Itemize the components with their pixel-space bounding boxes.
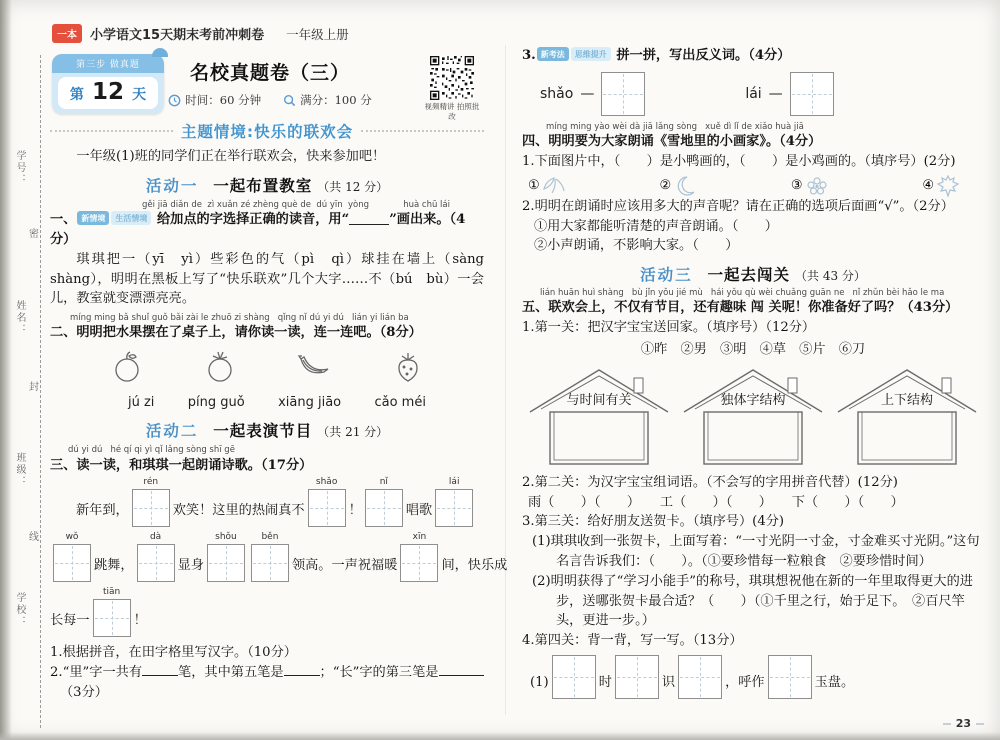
pinyin: huà chū lái [403, 199, 450, 210]
answer-blank[interactable] [349, 212, 389, 225]
tianzige-box[interactable] [768, 655, 812, 699]
page-bottom-shadow [0, 732, 1000, 740]
q5-sub1: 1.第一关：把汉字宝宝送回家。（填序号）（12分） [522, 320, 816, 336]
tianzige-cell[interactable] [435, 489, 473, 527]
house-top-bottom-structure[interactable] [834, 364, 980, 468]
time-label: 时间：60 分钟 [185, 93, 262, 107]
pinyin-label: xīn [412, 532, 427, 543]
tianzige-box[interactable] [615, 655, 659, 699]
poem-text: 领高。一声祝福暖 [291, 558, 398, 574]
pinyin: dú yi dú hé qí qi yì qǐ lǎng sòng shī gē [68, 445, 235, 456]
answer-blank[interactable] [142, 663, 178, 676]
step-label: 第三步 做真题 [52, 54, 164, 73]
pinyin-label: shǎo [315, 477, 338, 488]
activity2-title: 一起表演节目 [213, 422, 313, 441]
plum-blossom-icon [805, 175, 829, 197]
poem-line-1 [50, 477, 484, 527]
q5-sub4: 4.第四关：背一背，写一写。（13分） [522, 633, 743, 649]
antonym-row [522, 72, 984, 116]
houses-row [522, 364, 984, 468]
tianzige-box[interactable] [552, 655, 596, 699]
page-number-value: 23 [955, 717, 971, 730]
tianzige-cell[interactable] [615, 655, 659, 699]
theme-dots-left [50, 130, 173, 132]
book-header [52, 24, 349, 43]
pinyin-label: rén [143, 477, 159, 488]
poem-text: 欢笑！这里的热闹真不 [172, 503, 305, 519]
apple-icon [108, 347, 146, 385]
column-seam [505, 45, 506, 715]
poem-text: ！ [348, 503, 362, 519]
q1-stem [50, 210, 484, 250]
activity3-points: （共 43 分） [795, 269, 866, 284]
tianzige-box[interactable] [207, 532, 245, 582]
tianzige-cell[interactable] [400, 544, 438, 582]
answer-blank[interactable] [439, 663, 485, 676]
tianzige-cell[interactable] [678, 655, 722, 699]
q5-sub3-item2: (2)明明获得了“学习小能手”的称号，琪琪想祝他在新的一年里取得更大的进步，送哪张贺卡最合适？（ ）（①千里之行，始于足下。 ②百尺竿头，更进一步。） [532, 573, 973, 629]
fruit-images-row [50, 347, 484, 385]
antonym-word: shǎo [540, 85, 574, 102]
pinyin-label: běn [261, 532, 279, 543]
option-number: ① [528, 178, 540, 194]
q4-stem: 四、明明要为大家朗诵《雪地里的小画家》。（4分） [522, 134, 822, 150]
poem-text: 跳舞， [94, 558, 134, 574]
q1-stem-text-a: 给加点的字选择正确的读音，用“ [156, 212, 350, 228]
recite-text: 识 [661, 675, 676, 691]
theme-title: 主题情境:快乐的联欢会 [180, 123, 354, 141]
q2-pinyin-line [50, 314, 484, 323]
q5-word-blanks[interactable]: 雨（ ）（ ） 工（ ）（ ） 下（ ）（ ） [528, 494, 904, 510]
tianzige-cell[interactable] [790, 72, 834, 116]
brand-logo: 一本 [52, 24, 82, 43]
strawberry-icon [389, 347, 427, 385]
seal-char-mi: 密 [29, 229, 39, 240]
tianzige-cell[interactable] [768, 655, 812, 699]
tianzige-cell[interactable] [207, 544, 245, 582]
day-number: 12 [91, 79, 124, 105]
q1-pinyin-line [50, 201, 484, 210]
right-column [522, 46, 984, 699]
q4-sub2: 2.明明在朗诵时应该用多大的声音呢？请在正确的选项后面画“√”。（2分） [522, 198, 954, 214]
pinyin-label: lái [448, 477, 460, 488]
house-label: 独体字结构 [720, 392, 786, 408]
score-icon [283, 94, 296, 107]
pinyin-label: shǒu [215, 532, 237, 543]
day-prefix: 第 [69, 87, 84, 103]
student-id-field: 学号： [14, 150, 25, 186]
tianzige-box[interactable] [137, 532, 175, 582]
intro-text: 一年级(1)班的同学们正在举行联欢会，快来参加吧！ [76, 149, 386, 164]
pinyin-label: tiān [102, 587, 121, 598]
tianzige-box[interactable] [365, 477, 403, 527]
q3r-number: 3. [522, 48, 536, 63]
activity1-title: 一起布置教室 [213, 176, 313, 195]
new-context-badge: 新情境 [77, 211, 109, 225]
tianzige-box[interactable] [93, 587, 131, 637]
q1-passage: 琪琪把一（yī yì）些彩色的气（pì qì）球挂在墙上（sàng shàng），明明在黑板上写了“快乐联欢”几个大字……不（bú bù）一会儿，教室就变漂漂亮亮。 [50, 251, 498, 307]
orange-icon [201, 347, 239, 385]
tianzige-cell[interactable] [365, 489, 403, 527]
tianzige-cell[interactable] [251, 544, 289, 582]
house-label: 与时间有关 [566, 392, 632, 408]
bamboo-leaf-icon [542, 175, 566, 197]
pinyin: míng ming bǎ shuǐ guǒ bǎi zài le zhuō zi shàng qǐng nǐ dú yi dú lián yi lián ba [70, 313, 409, 324]
option-2 [659, 175, 697, 197]
activity3-title: 一起去闯关 [707, 266, 791, 285]
day-badge [52, 54, 164, 114]
q2-stem: 二、明明把水果摆在了桌子上，请你读一读，连一连吧。（8分） [50, 325, 422, 341]
q5-character-options[interactable]: ①昨 ②男 ③明 ④草 ⑤片 ⑥刀 [640, 342, 866, 358]
option-number: ③ [790, 178, 803, 194]
tianzige-cell[interactable] [601, 72, 645, 116]
day-suffix: 天 [132, 87, 147, 103]
tianzige-cell[interactable] [93, 599, 131, 637]
pinyin-label: dà [149, 532, 162, 543]
name-field: 姓名： [14, 300, 25, 336]
page-number-decoration [943, 723, 951, 725]
poem-line-2 [50, 532, 508, 582]
recite-text: 玉盘。 [814, 675, 855, 691]
house-time-related[interactable] [526, 364, 672, 468]
tianzige-cell[interactable] [53, 544, 91, 582]
pinyin-label: nǐ [379, 477, 388, 488]
tianzige-box[interactable] [132, 477, 170, 527]
tianzige-box[interactable] [435, 477, 473, 527]
dash: — [580, 85, 595, 102]
q3-sub2-text-b: 笔，其中第五笔是 [178, 665, 284, 681]
recite-label: (1) [530, 675, 549, 691]
q4-option-1[interactable]: ①用大家都能听清楚的声音朗诵。（ ） [534, 218, 778, 234]
tianzige-cell[interactable] [137, 544, 175, 582]
score-label: 满分：100 分 [300, 93, 372, 107]
option-3 [791, 175, 829, 197]
recite-text: 时 [598, 675, 612, 691]
page-edge-shadow [0, 0, 12, 740]
q3-sub2-text-c: ；“长”字的第三笔是 [319, 665, 439, 681]
activity1-tag: 活动一 [145, 176, 199, 195]
paper-title: 名校真题卷（三） [189, 62, 350, 84]
poem-text: ！ [133, 613, 147, 629]
footprint-options-row [522, 175, 984, 197]
q1-stem-text-b: ”画出来。（4分） [50, 212, 466, 247]
option-number: ④ [922, 178, 934, 194]
tianzige-box[interactable] [251, 532, 289, 582]
activity1-header [50, 174, 484, 196]
seal-char-xian: 线 [29, 532, 39, 543]
badge-decoration [152, 48, 168, 57]
answer-blank[interactable] [284, 663, 320, 676]
paper-meta [150, 92, 390, 108]
crescent-moon-icon [673, 175, 697, 197]
seal-dashed-line [40, 55, 41, 728]
day-label [58, 77, 158, 109]
qr-code [430, 56, 474, 100]
poem-text: 长每一 [50, 613, 90, 629]
q3r-stem [522, 46, 984, 66]
series-title: 小学语文15天期末考前冲刺卷 [90, 28, 265, 43]
banana-icon [294, 347, 334, 385]
theme-banner [50, 120, 484, 142]
q5-sub3: 3.第三关：给好朋友送贺卡。（填序号）(4分) [522, 514, 785, 530]
clock-icon [168, 94, 181, 107]
q5-stem: 五、联欢会上，不仅有节目，还有趣味 闯 关呢！你准备好了吗？（43分） [522, 300, 959, 316]
tianzige-cell[interactable] [308, 489, 346, 527]
antonym-word: lái [745, 85, 762, 102]
house-single-structure[interactable] [680, 364, 826, 468]
activity1-points: （共 12 分） [317, 179, 389, 194]
fruit-words-row [50, 395, 484, 410]
q3-pinyin-line [50, 446, 484, 455]
left-column [50, 120, 508, 703]
antonym-pair-lai [745, 72, 833, 116]
option-4 [922, 175, 960, 197]
activity3-header [522, 263, 984, 285]
poem-text: 显身 [177, 558, 204, 574]
house-label: 上下结构 [880, 392, 934, 408]
q3-sub2-points: （3分） [60, 685, 108, 700]
q3r-stem-text: 拼一拼，写出反义词。（4分） [616, 48, 791, 63]
activity2-tag: 活动二 [145, 422, 199, 441]
poem-line-3 [50, 587, 484, 637]
new-method-badge: 新考法 [537, 47, 569, 61]
class-field: 班级： [14, 452, 25, 488]
poem-text: 唱歌 [405, 503, 433, 519]
school-field: 学校： [14, 592, 25, 628]
maple-leaf-icon [936, 175, 960, 197]
activity2-header [50, 419, 484, 441]
q5-sub3-item1: (1)琪琪收到一张贺卡，上面写着：“一寸光阴一寸金，寸金难买寸光阴。”这句名言告诉我们：（ ）。（①要珍惜每一粒粮食 ②要珍惜时间） [532, 534, 980, 570]
page-number-decoration [976, 723, 984, 725]
grade-label: 一年级上册 [286, 26, 349, 42]
poem-text: 新年到， [76, 503, 129, 519]
q3-sub2-text-a: 2.“里”字一共有 [50, 665, 143, 681]
recite-text: ，呼作 [725, 675, 765, 691]
pinyin: míng ming yào wèi dà jiā lǎng sòng xuě dì lǐ de xiǎo huà jiā [546, 121, 804, 132]
pinyin: lián huān huì shàng bù jǐn yǒu jié mù hái yǒu qù wèi chuǎng guān ne nǐ zhǔn bèi hǎo le ma [540, 288, 945, 299]
q1-number: 一、 [50, 212, 77, 228]
q4-pinyin-line [522, 123, 984, 132]
poem-text: 间，快乐成 [441, 558, 508, 574]
q5-pinyin-line [522, 289, 984, 298]
option-1 [528, 175, 566, 197]
option-number: ② [659, 178, 672, 194]
tianzige-box[interactable] [308, 477, 346, 527]
word-juzi[interactable]: jú zi [128, 395, 155, 411]
q3-sub1: 1.根据拼音，在田字格里写汉字。（10分） [50, 645, 297, 661]
word-caomei[interactable]: cǎo méi [374, 395, 426, 411]
tianzige-cell[interactable] [552, 655, 596, 699]
q5-sub2: 2.第二关：为汉字宝宝组词语。（不会写的字用拼音代替）(12分) [522, 474, 898, 490]
thinking-badge: 思维提升 [571, 47, 611, 61]
dash: — [768, 85, 783, 102]
activity3-tag: 活动三 [640, 266, 693, 285]
page-number [943, 717, 984, 730]
word-pingguo[interactable]: píng guǒ [187, 395, 245, 411]
q4-option-2[interactable]: ②小声朗诵，不影响大家。（ ） [534, 238, 739, 254]
seal-char-feng: 封 [29, 382, 39, 393]
tianzige-cell[interactable] [132, 489, 170, 527]
word-xiangjiao[interactable]: xiāng jiāo [278, 395, 342, 411]
pinyin-label: wǒ [65, 532, 79, 543]
tianzige-box[interactable] [678, 655, 722, 699]
theme-dots-right [361, 130, 484, 132]
time-meta [168, 92, 261, 108]
q3-stem: 三、读一读，和琪琪一起朗诵诗歌。（17分） [50, 457, 313, 473]
score-meta [283, 92, 372, 108]
qr-caption: 视频精讲 拍照批改 [424, 102, 480, 122]
antonym-pair-shao [540, 72, 645, 116]
pinyin: gěi jiā diǎn de zì xuǎn zé zhèng què de dú yīn yòng [142, 199, 370, 210]
q4-sub1: 1.下面图片中，（ ）是小鸭画的，（ ）是小鸡画的。（填序号）(2分) [522, 153, 956, 169]
tianzige-box[interactable] [400, 532, 438, 582]
q3-sub2 [50, 663, 484, 683]
life-context-badge: 生活情境 [111, 211, 151, 225]
tianzige-box[interactable] [53, 532, 91, 582]
activity2-points: （共 21 分） [317, 425, 389, 440]
recite-line [522, 655, 984, 699]
